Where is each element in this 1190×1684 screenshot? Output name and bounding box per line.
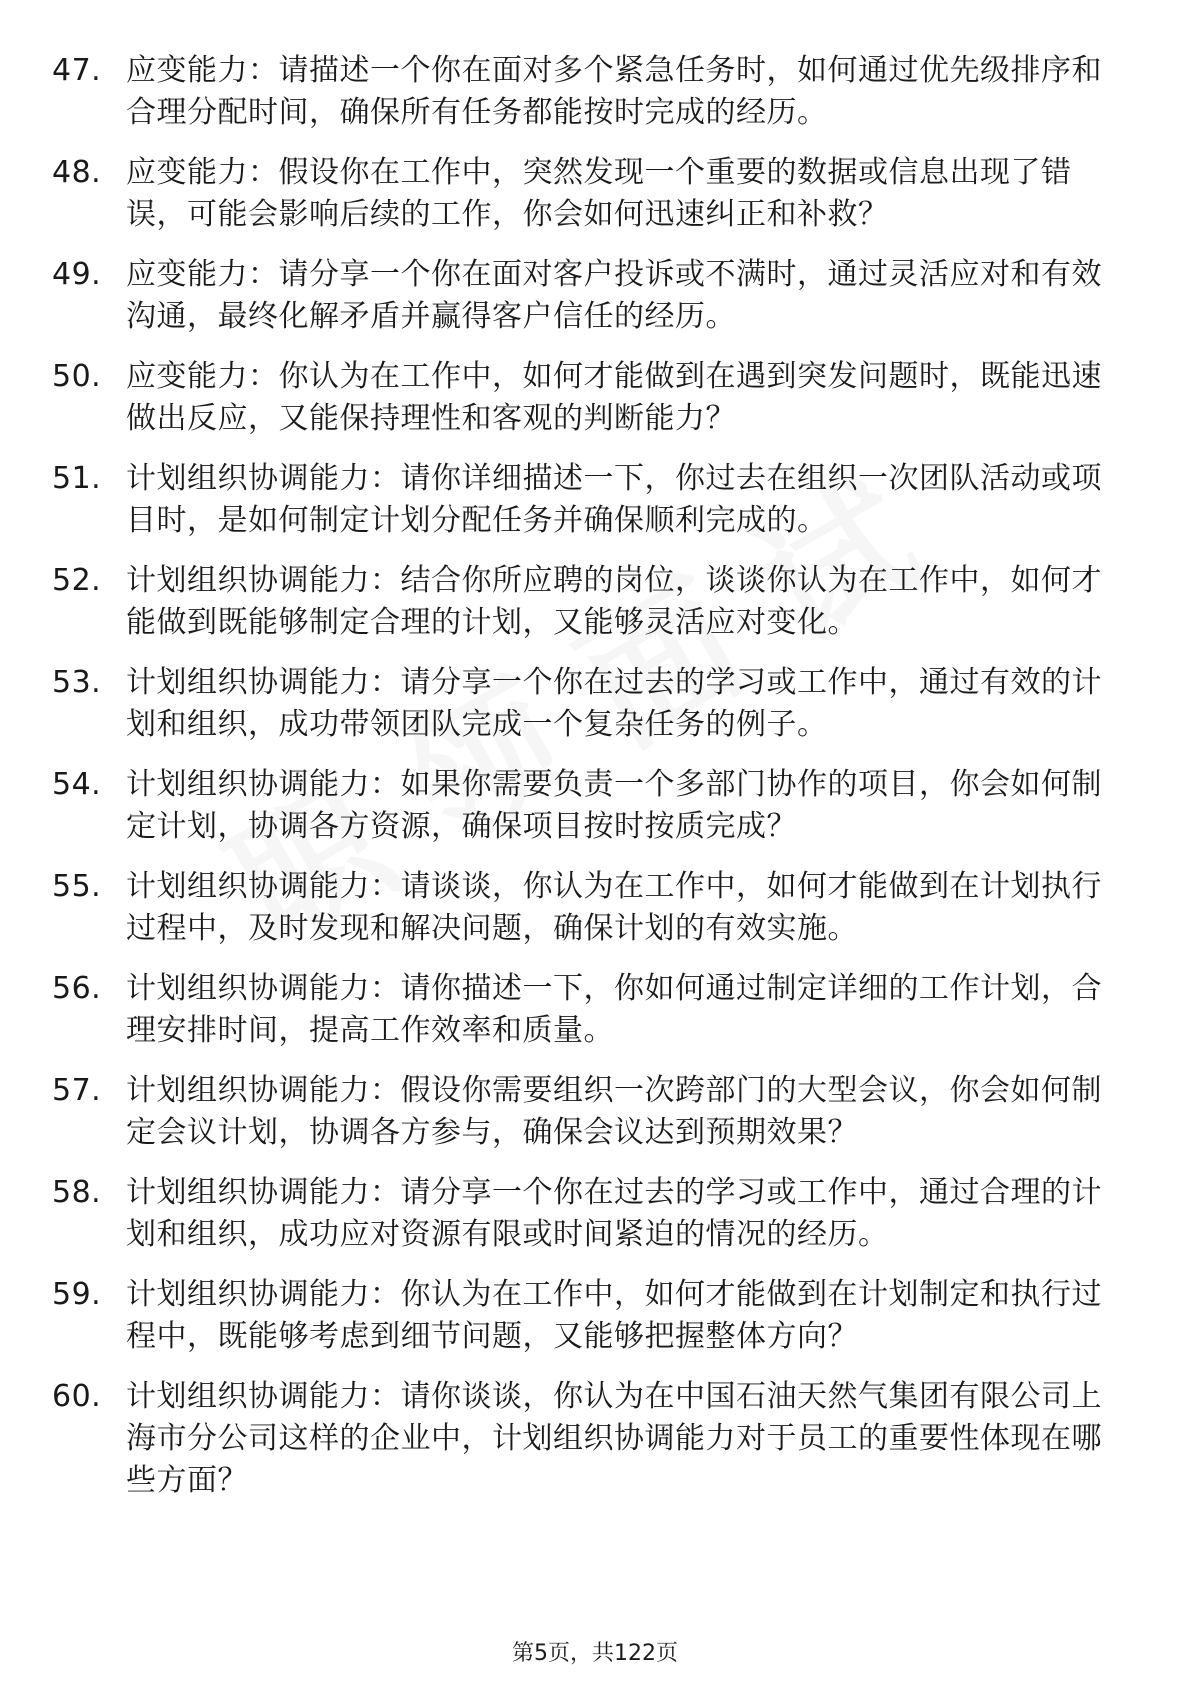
question-item (52, 1172, 1107, 1256)
question-text: 应变能力：请描述一个你在面对多个紧急任务时，如何通过优先级排序和合理分配时间，确保所有任务都能按时完成的经历。 (126, 53, 1102, 130)
question-number: 54. (52, 767, 102, 802)
page-footer: 第5页，共122页 (512, 1641, 678, 1666)
question-text: 应变能力：假设你在工作中，突然发现一个重要的数据或信息出现了错误，可能会影响后续的工作，你会如何迅速纠正和补救？ (126, 155, 1072, 232)
question-number: 58. (52, 1175, 102, 1210)
question-text: 计划组织协调能力：你认为在工作中，如何才能做到在计划制定和执行过程中，既能够考虑到细节问题，又能够把握整体方向？ (126, 1277, 1102, 1354)
question-list (52, 50, 1107, 1520)
question-number: 60. (52, 1379, 102, 1414)
question-number: 50. (52, 359, 102, 394)
question-text: 计划组织协调能力：请你详细描述一下，你过去在组织一次团队活动或项目时，是如何制定计划分配任务并确保顺利完成的。 (126, 461, 1102, 538)
question-text: 计划组织协调能力：假设你需要组织一次跨部门的大型会议，你会如何制定会议计划，协调各方参与，确保会议达到预期效果？ (126, 1073, 1102, 1150)
question-number: 53. (52, 665, 102, 700)
question-text: 计划组织协调能力：请谈谈，你认为在工作中，如何才能做到在计划执行过程中，及时发现和解决问题，确保计划的有效实施。 (126, 869, 1102, 946)
question-number: 51. (52, 461, 102, 496)
question-number: 49. (52, 257, 102, 292)
question-number: 56. (52, 971, 102, 1006)
question-text: 应变能力：你认为在工作中，如何才能做到在遇到突发问题时，既能迅速做出反应，又能保持理性和客观的判断能力？ (126, 359, 1102, 436)
question-item (52, 866, 1107, 950)
question-item (52, 662, 1107, 746)
question-text: 计划组织协调能力：请你谈谈，你认为在中国石油天然气集团有限公司上海市分公司这样的企业中，计划组织协调能力对于员工的重要性体现在哪些方面？ (126, 1379, 1102, 1498)
question-item (52, 50, 1107, 134)
question-item (52, 764, 1107, 848)
question-text: 应变能力：请分享一个你在面对客户投诉或不满时，通过灵活应对和有效沟通，最终化解矛盾并赢得客户信任的经历。 (126, 257, 1102, 334)
question-item (52, 458, 1107, 542)
question-number: 48. (52, 155, 102, 190)
question-number: 55. (52, 869, 102, 904)
question-item (52, 152, 1107, 236)
question-item (52, 356, 1107, 440)
question-number: 59. (52, 1277, 102, 1312)
question-item (52, 968, 1107, 1052)
question-item (52, 254, 1107, 338)
question-number: 47. (52, 53, 102, 88)
question-text: 计划组织协调能力：请你描述一下，你如何通过制定详细的工作计划，合理安排时间，提高工作效率和质量。 (126, 971, 1102, 1048)
question-text: 计划组织协调能力：请分享一个你在过去的学习或工作中，通过合理的计划和组织，成功应对资源有限或时间紧迫的情况的经历。 (126, 1175, 1102, 1252)
question-text: 计划组织协调能力：请分享一个你在过去的学习或工作中，通过有效的计划和组织，成功带领团队完成一个复杂任务的例子。 (126, 665, 1102, 742)
question-number: 57. (52, 1073, 102, 1108)
question-item (52, 560, 1107, 644)
question-item (52, 1376, 1107, 1502)
question-number: 52. (52, 563, 102, 598)
question-text: 计划组织协调能力：如果你需要负责一个多部门协作的项目，你会如何制定计划，协调各方资源，确保项目按时按质完成？ (126, 767, 1102, 844)
question-text: 计划组织协调能力：结合你所应聘的岗位，谈谈你认为在工作中，如何才能做到既能够制定合理的计划，又能够灵活应对变化。 (126, 563, 1102, 640)
question-item (52, 1274, 1107, 1358)
question-item (52, 1070, 1107, 1154)
